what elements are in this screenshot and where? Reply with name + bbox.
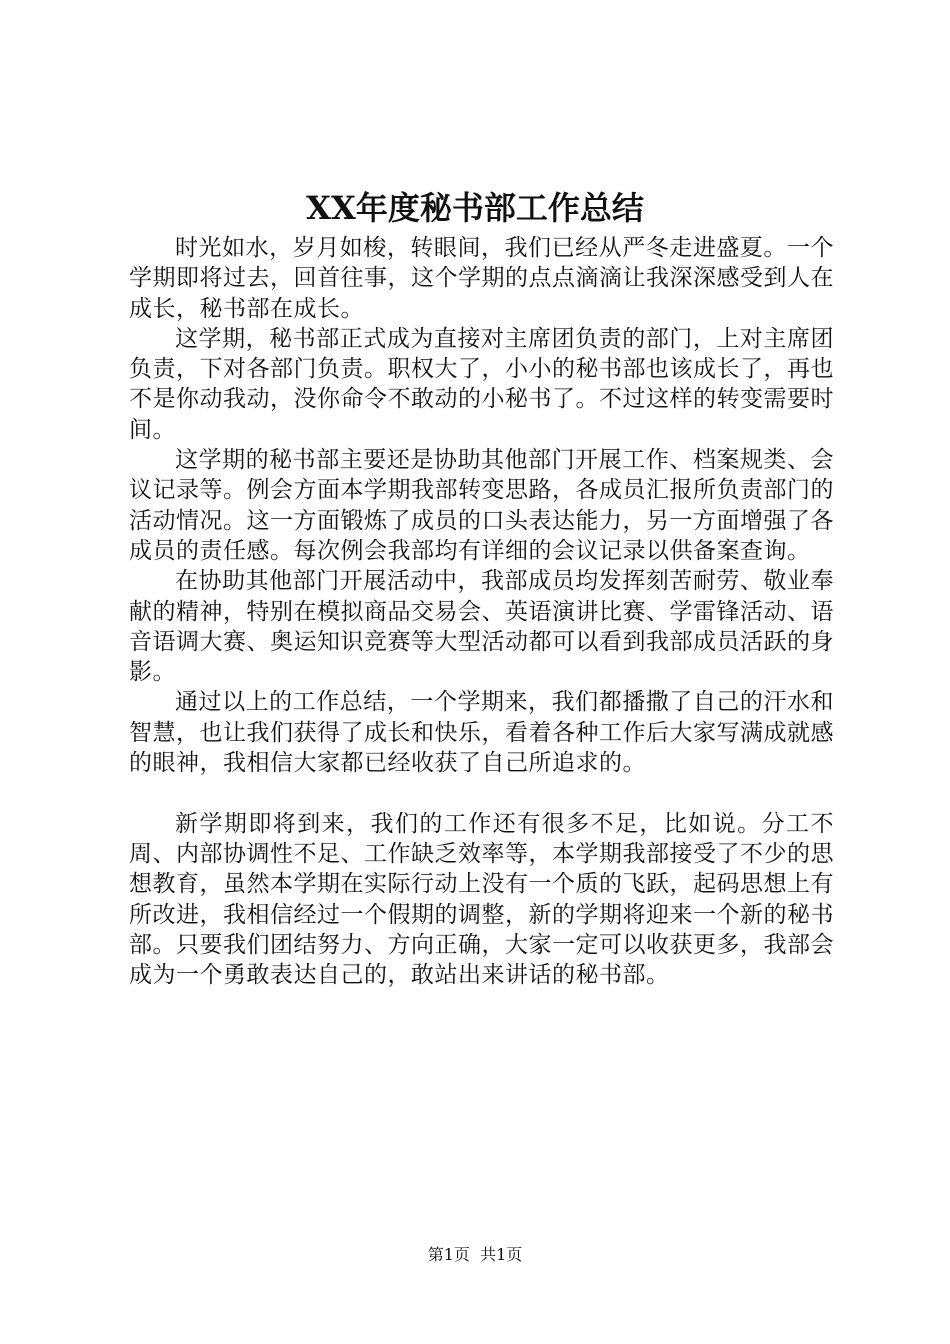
page-footer [0,1244,950,1266]
document-title: XX年度秘书部工作总结 [306,189,644,227]
page-number: 第1页 [427,1245,470,1264]
paragraph-5: 通过以上的工作总结，一个学期来，我们都播撒了自己的汗水和智慧，也让我们获得了成长和快乐，看着各种工作后大家写满成就感的眼神，我相信大家都已经收获了自己所追求的。 [129,689,834,777]
paragraph-6: 新学期即将到来，我们的工作还有很多不足，比如说。分工不周、内部协调性不足、工作缺乏效率等，本学期我部接受了不少的思想教育，虽然本学期在实际行动上没有一个质的飞跃，起码思想上有所改进，我相信经过一个假期的调整，新的学期将迎来一个新的秘书部。只要我们团结努力、方向正确，大家一定可以收获更多，我部会成为一个勇敢表达自己的，敢站出来讲话的秘书部。 [129,810,834,989]
page-total: 共1页 [480,1245,523,1264]
paragraph-1: 时光如水，岁月如梭，转眼间，我们已经从严冬走进盛夏。一个学期即将过去，回首往事，这个学期的点点滴滴让我深深感受到人在成长，秘书部在成长。 [129,235,834,322]
paragraph-2: 这学期，秘书部正式成为直接对主席团负责的部门，上对主席团负责，下对各部门负责。职权大了，小小的秘书部也该成长了，再也不是你动我动，没你命令不敢动的小秘书了。不过这样的转变需要时间。 [129,325,834,443]
paragraph-3: 这学期的秘书部主要还是协助其他部门开展工作、档案规类、会议记录等。例会方面本学期我部转变思路，各成员汇报所负责部门的活动情况。这一方面锻炼了成员的口头表达能力，另一方面增强了各成员的责任感。每次例会我部均有详细的会议记录以供备案查询。 [129,447,834,564]
paragraph-4: 在协助其他部门开展活动中，我部成员均发挥刻苦耐劳、敬业奉献的精神，特别在模拟商品交易会、英语演讲比赛、学雷锋活动、语音语调大赛、奥运知识竞赛等大型活动都可以看到我部成员活跃的身影。 [129,568,834,686]
document-body [129,233,834,990]
